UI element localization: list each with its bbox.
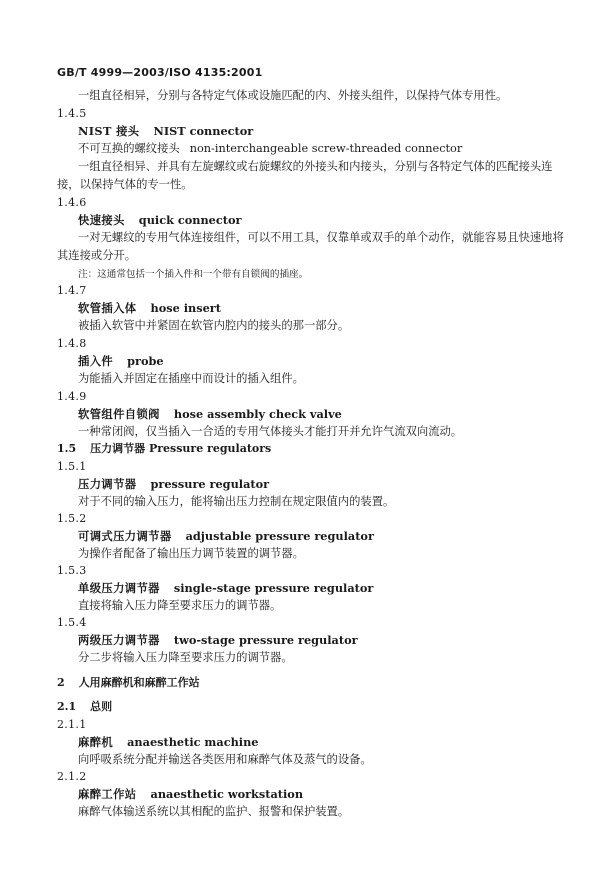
section-number: 2.1 (57, 700, 77, 713)
clause-number: 1.4.7 (57, 284, 87, 297)
term-english: anaesthetic workstation (150, 787, 304, 801)
clause-number: 1.4.5 (57, 107, 87, 120)
term-english: adjustable pressure regulator (185, 529, 374, 543)
term-heading (78, 407, 342, 421)
definition-text-continued: 接，以保持气体的专一性。 (57, 178, 193, 191)
clause-number: 1.5.1 (57, 460, 87, 473)
term-english: NIST connector (153, 124, 254, 138)
clause-number: 1.5.2 (57, 512, 87, 525)
term-chinese: 快速接头 (78, 213, 125, 227)
note-text: 注：这通常包括一个插入件和一个带有自锁阀的插座。 (78, 269, 309, 280)
term-heading (78, 354, 164, 368)
term-english: quick connector (138, 213, 242, 227)
section-title: 总则 (90, 700, 113, 713)
standard-code-header: GB/T 4999—2003/ISO 4135:2001 (57, 66, 263, 79)
alt-term-english: non-interchangeable screw-threaded connector (189, 142, 463, 155)
term-english: hose assembly check valve (173, 407, 342, 421)
alt-term-chinese: 不可互换的螺纹接头 (78, 142, 180, 155)
definition-text-continued: 其连接或分开。 (57, 249, 137, 262)
term-english: hose insert (150, 301, 221, 315)
term-heading (78, 124, 253, 138)
section-heading-2 (57, 676, 200, 690)
definition-text: 对于不同的输入压力，能将输出压力控制在规定限值内的装置。 (78, 495, 395, 508)
definition-text: 直接将输入压力降至要求压力的调节器。 (78, 599, 282, 612)
section-heading-1-5 (57, 442, 271, 456)
term-english: two-stage pressure regulator (173, 633, 358, 647)
term-heading (78, 529, 374, 543)
section-title: 压力调节器 Pressure regulators (90, 442, 272, 455)
term-chinese: NIST 接头 (78, 124, 140, 138)
term-heading (78, 213, 241, 227)
term-heading (78, 581, 373, 595)
term-heading (78, 633, 358, 647)
clause-number: 2.1.1 (57, 718, 87, 731)
term-chinese: 软管组件自锁阀 (78, 407, 160, 421)
definition-text: 为操作者配备了输出压力调节装置的调节器。 (78, 547, 304, 560)
term-heading (78, 735, 259, 749)
definition-text: 一组直径相异、并具有左旋螺纹或右旋螺纹的外接头和内接头，分别与各特定气体的匹配接头连 (78, 160, 553, 173)
term-english: anaesthetic machine (127, 735, 259, 749)
clause-number: 1.4.6 (57, 196, 87, 209)
term-english: single-stage pressure regulator (173, 581, 374, 595)
definition-text: 为能插入并固定在插座中而设计的插入组件。 (78, 372, 304, 385)
clause-number: 1.4.9 (57, 390, 87, 403)
definition-text: 一组直径相异，分别与各特定气体或设施匹配的内、外接头组件，以保持气体专用性。 (78, 89, 508, 102)
clause-number: 1.5.3 (57, 564, 87, 577)
term-heading (78, 477, 269, 491)
definition-text: 分二步将输入压力降至要求压力的调节器。 (78, 651, 293, 664)
term-chinese: 软管插入体 (78, 301, 137, 315)
term-heading (78, 787, 303, 801)
clause-number: 1.5.4 (57, 616, 87, 629)
definition-text: 一种常闭阀，仅当插入一合适的专用气体接头才能打开并允许气流双向流动。 (78, 425, 463, 438)
clause-number: 2.1.2 (57, 770, 87, 783)
section-heading-2-1 (57, 700, 112, 714)
term-chinese: 压力调节器 (78, 477, 137, 491)
term-english: pressure regulator (150, 477, 270, 491)
alt-term-heading (78, 142, 462, 156)
clause-number: 1.4.8 (57, 337, 87, 350)
section-title: 人用麻醉机和麻醉工作站 (78, 676, 200, 689)
definition-text: 向呼吸系统分配并输送各类医用和麻醉气体及蒸气的设备。 (78, 753, 372, 766)
definition-text: 被插入软管中并紧固在软管内腔内的接头的那一部分。 (78, 319, 350, 332)
term-chinese: 麻醉机 (78, 735, 114, 749)
term-heading (78, 301, 221, 315)
definition-text: 一对无螺纹的专用气体连接组件，可以不用工具，仅靠单或双手的单个动作，就能容易且快速地将 (78, 231, 564, 244)
term-english: probe (127, 354, 164, 368)
term-chinese: 两级压力调节器 (78, 633, 160, 647)
term-chinese: 可调式压力调节器 (78, 529, 172, 543)
definition-text: 麻醉气体输送系统以其相配的监护、报警和保护装置。 (78, 805, 350, 818)
term-chinese: 单级压力调节器 (78, 581, 160, 595)
term-chinese: 麻醉工作站 (78, 787, 137, 801)
term-chinese: 插入件 (78, 354, 114, 368)
section-number: 2 (57, 676, 65, 689)
section-number: 1.5 (57, 442, 77, 455)
